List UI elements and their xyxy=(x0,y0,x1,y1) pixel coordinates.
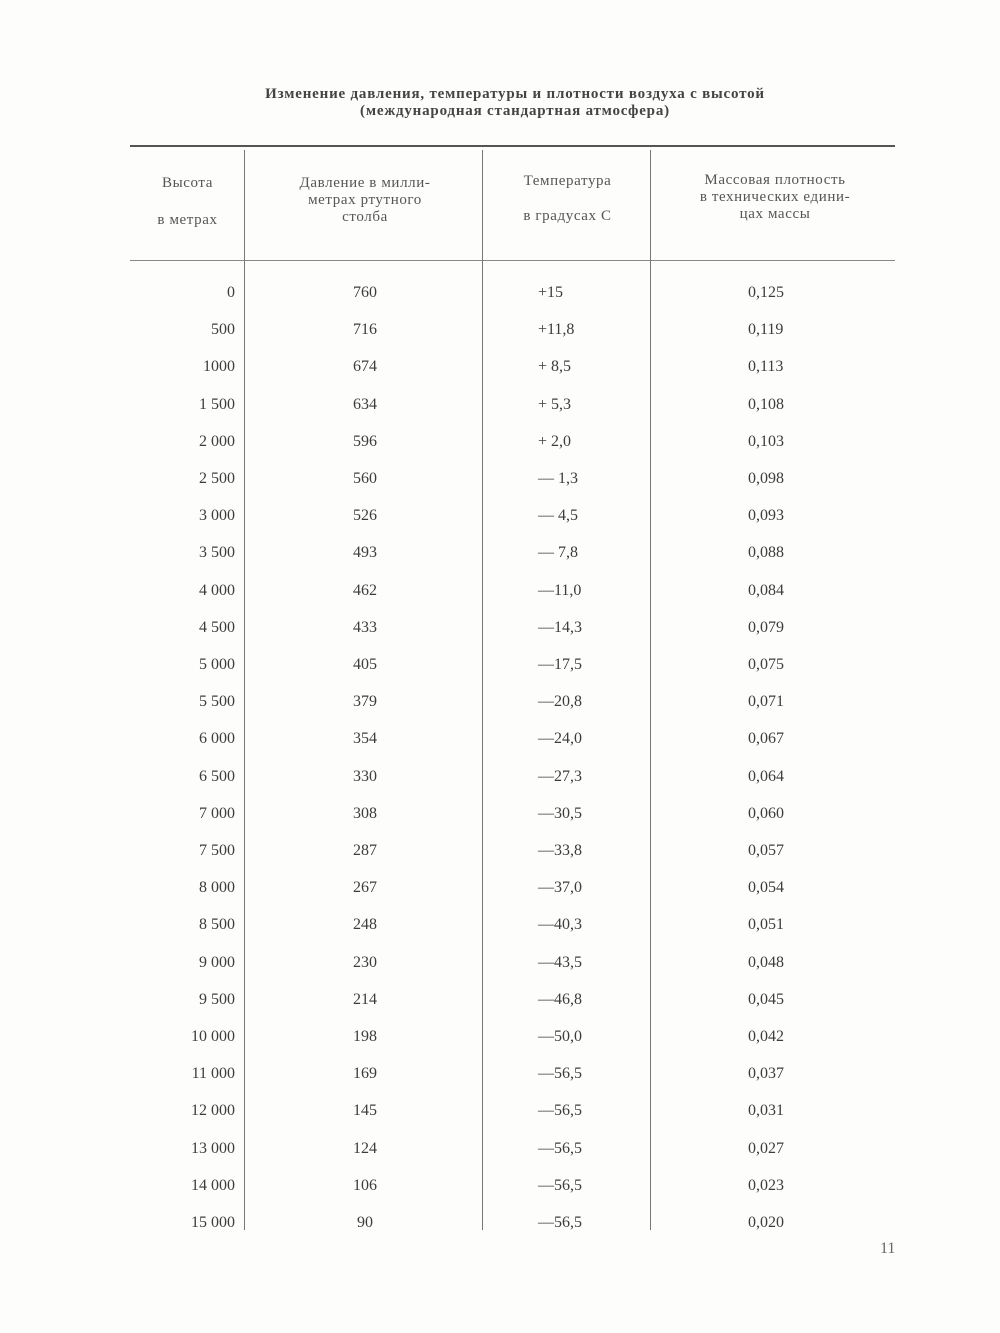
pressure-cell: 760 xyxy=(353,284,377,301)
altitude-cell: 7 000 xyxy=(199,804,235,822)
altitude-cell: 2 000 xyxy=(199,432,235,450)
density-cell: 0,108 xyxy=(748,395,784,413)
header-temperature xyxy=(490,173,645,225)
pressure-cell: 330 xyxy=(353,767,377,785)
temperature-cell: —50,0 xyxy=(538,1028,582,1045)
table-row xyxy=(0,915,1000,952)
pressure-cell: 248 xyxy=(353,916,377,934)
temperature-cell: —14,3 xyxy=(538,618,582,636)
pressure-cell: 405 xyxy=(353,656,377,673)
altitude-cell: 6 500 xyxy=(199,767,235,785)
pressure-cell: 169 xyxy=(353,1065,377,1083)
pressure-cell: 124 xyxy=(353,1139,377,1157)
pressure-cell: 106 xyxy=(353,1176,377,1194)
altitude-cell: 5 500 xyxy=(199,693,235,711)
altitude-cell: 7 500 xyxy=(199,842,235,859)
altitude-cell: 0 xyxy=(227,284,235,301)
density-cell: 0,079 xyxy=(748,618,784,636)
table-row xyxy=(0,1213,1000,1250)
temperature-cell: —20,8 xyxy=(538,693,582,711)
header-temperature-line: Температура xyxy=(523,173,612,189)
temperature-cell: —56,5 xyxy=(538,1176,582,1194)
density-cell: 0,119 xyxy=(748,321,784,339)
temperature-cell: — 4,5 xyxy=(538,507,578,525)
header-temperature-line: в градусах С xyxy=(523,208,612,224)
title-line-1: Изменение давления, температуры и плотности воздуха с высотой xyxy=(265,86,765,102)
temperature-cell: —37,0 xyxy=(538,879,582,897)
density-cell: 0,051 xyxy=(748,916,784,934)
header-pressure xyxy=(255,175,475,226)
pressure-cell: 287 xyxy=(353,842,377,859)
header-altitude-line: в метрах xyxy=(157,212,218,228)
temperature-cell: — 7,8 xyxy=(538,544,578,562)
pressure-cell: 145 xyxy=(353,1102,377,1120)
density-cell: 0,071 xyxy=(748,693,784,711)
pressure-cell: 90 xyxy=(357,1214,373,1231)
temperature-cell: +11,8 xyxy=(538,321,575,339)
density-cell: 0,088 xyxy=(748,544,784,562)
altitude-cell: 15 000 xyxy=(191,1214,235,1231)
pressure-cell: 526 xyxy=(353,507,377,525)
pressure-cell: 354 xyxy=(353,730,377,748)
temperature-cell: —40,3 xyxy=(538,916,582,934)
density-cell: 0,113 xyxy=(748,358,784,376)
altitude-cell: 1 500 xyxy=(199,395,235,413)
density-cell: 0,057 xyxy=(748,842,784,859)
density-cell: 0,075 xyxy=(748,656,784,673)
density-cell: 0,125 xyxy=(748,284,784,301)
density-cell: 0,042 xyxy=(748,1028,784,1045)
temperature-cell: —11,0 xyxy=(538,581,582,599)
table-row xyxy=(0,692,1000,729)
table-row xyxy=(0,283,1000,320)
density-cell: 0,054 xyxy=(748,879,784,897)
header-pressure-line: Давление в милли- xyxy=(299,175,431,191)
temperature-cell: — 1,3 xyxy=(538,470,578,487)
pressure-cell: 433 xyxy=(353,618,377,636)
table-row xyxy=(0,581,1000,618)
density-cell: 0,031 xyxy=(748,1102,784,1120)
table-row xyxy=(0,432,1000,469)
temperature-cell: +15 xyxy=(538,284,564,301)
density-cell: 0,037 xyxy=(748,1065,784,1083)
temperature-cell: —46,8 xyxy=(538,990,582,1008)
altitude-cell: 1000 xyxy=(203,358,235,376)
altitude-cell: 8 000 xyxy=(199,879,235,897)
table-top-rule xyxy=(130,145,895,147)
pressure-cell: 493 xyxy=(353,544,377,562)
table-row xyxy=(0,1139,1000,1176)
temperature-cell: —30,5 xyxy=(538,804,582,822)
temperature-cell: —43,5 xyxy=(538,953,582,971)
temperature-cell: —56,5 xyxy=(538,1214,582,1231)
table-row xyxy=(0,841,1000,878)
pressure-cell: 462 xyxy=(353,581,377,599)
altitude-cell: 13 000 xyxy=(191,1139,235,1157)
table-row xyxy=(0,320,1000,357)
altitude-cell: 9 000 xyxy=(199,953,235,971)
pressure-cell: 379 xyxy=(353,693,377,711)
table-row xyxy=(0,729,1000,766)
pressure-cell: 214 xyxy=(353,990,377,1008)
density-cell: 0,060 xyxy=(748,804,784,822)
table-row xyxy=(0,953,1000,990)
temperature-cell: —56,5 xyxy=(538,1065,582,1083)
table-row xyxy=(0,804,1000,841)
header-density-line: Массовая плотность xyxy=(704,172,846,188)
altitude-cell: 5 000 xyxy=(199,656,235,673)
altitude-cell: 11 000 xyxy=(191,1065,235,1083)
altitude-cell: 8 500 xyxy=(199,916,235,934)
pressure-cell: 230 xyxy=(353,953,377,971)
pressure-cell: 267 xyxy=(353,879,377,897)
temperature-cell: + 5,3 xyxy=(538,395,572,413)
pressure-cell: 716 xyxy=(353,321,377,339)
altitude-cell: 4 500 xyxy=(199,618,235,636)
table-row xyxy=(0,1176,1000,1213)
pressure-cell: 596 xyxy=(353,432,377,450)
temperature-cell: + 2,0 xyxy=(538,432,572,450)
altitude-cell: 2 500 xyxy=(199,470,235,487)
density-cell: 0,027 xyxy=(748,1139,784,1157)
temperature-cell: —33,8 xyxy=(538,842,582,859)
title-line-2: (международная стандартная атмосфера) xyxy=(360,103,670,119)
table-row xyxy=(0,395,1000,432)
altitude-cell: 12 000 xyxy=(191,1102,235,1120)
density-cell: 0,020 xyxy=(748,1214,784,1231)
table-row xyxy=(0,543,1000,580)
page-number: 11 xyxy=(880,1240,896,1257)
pressure-cell: 308 xyxy=(353,804,377,822)
table-row xyxy=(0,878,1000,915)
altitude-cell: 6 000 xyxy=(199,730,235,748)
table-row xyxy=(0,767,1000,804)
pressure-cell: 674 xyxy=(353,358,377,376)
temperature-cell: —56,5 xyxy=(538,1139,582,1157)
density-cell: 0,093 xyxy=(748,507,784,525)
density-cell: 0,023 xyxy=(748,1176,784,1194)
header-density-line: цах массы xyxy=(739,206,811,222)
density-cell: 0,064 xyxy=(748,767,784,785)
table-row xyxy=(0,655,1000,692)
table-row xyxy=(0,1027,1000,1064)
header-density-line: в технических едини- xyxy=(699,189,851,205)
temperature-cell: —17,5 xyxy=(538,656,582,673)
altitude-cell: 14 000 xyxy=(191,1176,235,1194)
temperature-cell: —27,3 xyxy=(538,767,582,785)
table-row xyxy=(0,357,1000,394)
header-pressure-line: метрах ртутного xyxy=(308,192,422,208)
density-cell: 0,045 xyxy=(748,990,784,1008)
altitude-cell: 10 000 xyxy=(191,1028,235,1045)
pressure-cell: 634 xyxy=(353,395,377,413)
header-density xyxy=(660,172,890,223)
table-row xyxy=(0,506,1000,543)
density-cell: 0,084 xyxy=(748,581,784,599)
table-row xyxy=(0,1064,1000,1101)
pressure-cell: 198 xyxy=(353,1028,377,1045)
density-cell: 0,103 xyxy=(748,432,784,450)
pressure-cell: 560 xyxy=(353,470,377,487)
altitude-cell: 4 000 xyxy=(199,581,235,599)
temperature-cell: —56,5 xyxy=(538,1102,582,1120)
table-row xyxy=(0,990,1000,1027)
table-row xyxy=(0,1101,1000,1138)
altitude-cell: 3 500 xyxy=(199,544,235,562)
temperature-cell: + 8,5 xyxy=(538,358,572,376)
header-altitude-line: Высота xyxy=(161,175,214,191)
altitude-cell: 9 500 xyxy=(199,990,235,1008)
altitude-cell: 500 xyxy=(211,321,235,339)
header-altitude xyxy=(140,175,235,229)
density-cell: 0,048 xyxy=(748,953,784,971)
table-row xyxy=(0,469,1000,506)
table-row xyxy=(0,618,1000,655)
density-cell: 0,098 xyxy=(748,470,784,487)
density-cell: 0,067 xyxy=(748,730,784,748)
temperature-cell: —24,0 xyxy=(538,730,582,748)
header-pressure-line: столба xyxy=(342,209,388,225)
altitude-cell: 3 000 xyxy=(199,507,235,525)
